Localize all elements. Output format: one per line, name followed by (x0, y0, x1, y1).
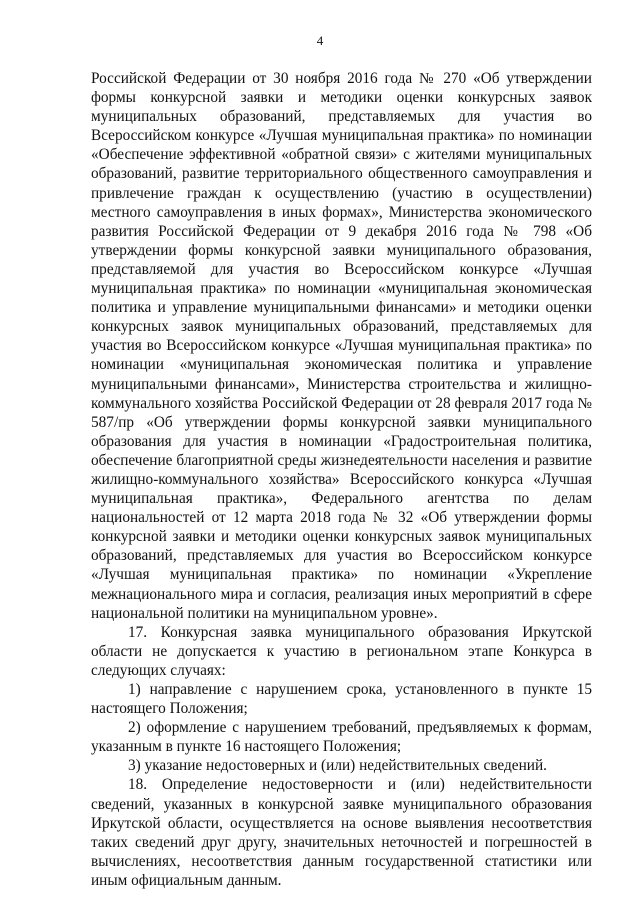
paragraph-18: 18. Определение недостоверности и (или) недействительности сведений, указанных в конкурсной заявке муниципального образования Иркутской области, осуществляется на основе выявления несоответствия таких сведений друг другу, значительных неточностей и погрешностей в вычислениях, несоответствия данным государственной статистики или иным официальным данным. (91, 776, 592, 889)
document-body (91, 69, 592, 890)
paragraph-legal-references: Российской Федерации от 30 ноября 2016 года № 270 «Об утверждении формы конкурсной заявки и методики оценки конкурсных заявок муниципальных образований, представляемых для участия во Всероссийском конкурсе «Лучшая муниципальная практика» по номинации «Обеспечение эффективной «обратной связи» с жителями муниципальных образований, развитие территориального общественного самоуправления и привлечение граждан к осуществлению (участию в осуществлении) местного самоуправления в иных формах», Министерства экономического развития Российской Федерации от 9 декабря 2016 года № 798 «Об утверждении формы конкурсной заявки муниципального образования, представляемой для участия во Всероссийском конкурсе «Лучшая муниципальная практика» по номинации «муниципальная экономическая политика и управление муниципальными финансами» и методики оценки конкурсных заявок муниципальных образований, представляемых для участия во Всероссийском конкурсе «Лучшая муниципальная практика» по номинации «муниципальная экономическая политика и управление муниципальными финансами», Министерства строительства и жилищно-коммунального хозяйства Российской Федерации от 28 февраля 2017 года № 587/пр «Об утверждении формы конкурсной заявки муниципального образования для участия в номинации «Градостроительная политика, обеспечение благоприятной среды жизнедеятельности населения и развитие жилищно-коммунального хозяйства» Всероссийского конкурса «Лучшая муниципальная практика», Федерального агентства по делам национальностей от 12 марта 2018 года № 32 «Об утверждении формы конкурсной заявки и методики оценки конкурсных заявок муниципальных образований, представляемых для участия во Всероссийском конкурсе «Лучшая муниципальная практика» по номинации «Укрепление межнационального мира и согласия, реализация иных мероприятий в сфере национальной политики на муниципальном уровне». (91, 70, 592, 622)
paragraph-17: 17. Конкурсная заявка муниципального образования Иркутской области не допускается к участию в региональном этапе Конкурса в следующих случаях: (91, 623, 592, 679)
paragraph-17-item-2: 2) оформление с нарушением требований, предъявляемых к формам, указанным в пункте 16 настоящего Положения; (91, 719, 592, 756)
paragraph-17-item-1: 1) направление с нарушением срока, установленного в пункте 15 настоящего Положения; (91, 681, 592, 718)
page-number: 4 (316, 33, 324, 48)
paragraph-17-item-3: 3) указание недостоверных и (или) недействительных сведений. (128, 757, 547, 775)
